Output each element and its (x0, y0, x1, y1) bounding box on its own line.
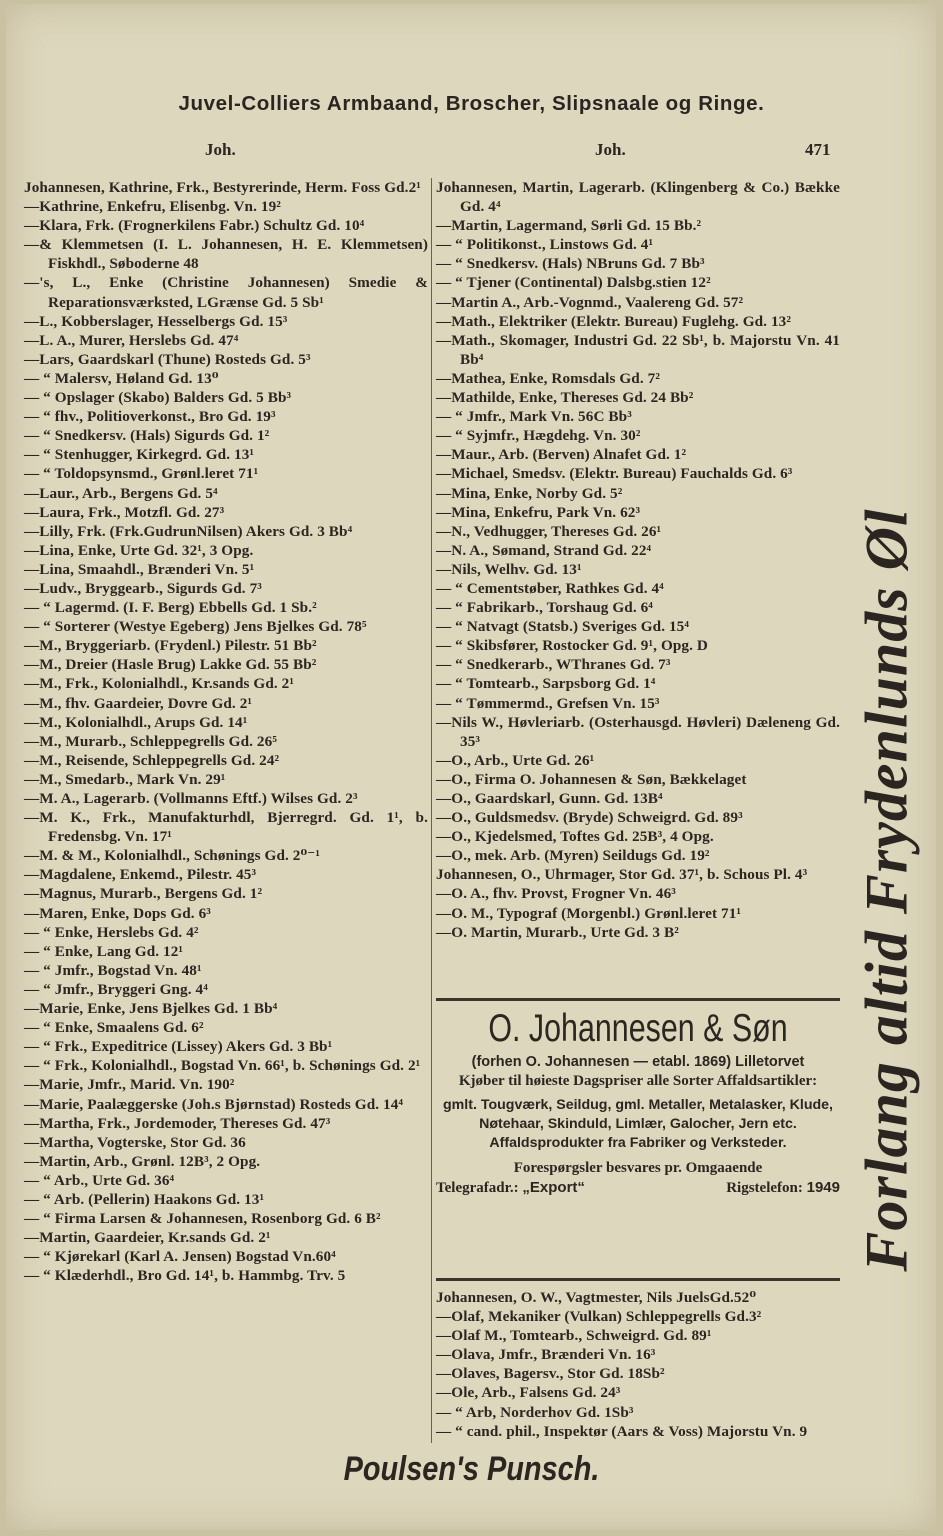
advert-bottom-rule (436, 1278, 840, 1281)
directory-entry: —L., Kobberslager, Hesselbergs Gd. 15³ (24, 312, 288, 330)
directory-entry: —Lina, Smaahdl., Brænderi Vn. 5¹ (24, 560, 255, 578)
directory-entry: — “ Skibsfører, Rostocker Gd. 9¹, Opg. D (436, 637, 708, 655)
right-guide-word: Joh. (595, 140, 626, 159)
directory-entry: —M., Dreier (Hasle Brug) Lakke Gd. 55 Bb² (24, 656, 317, 674)
directory-entry: —M., Bryggeriarb. (Frydenl.) Pilestr. 51 Bb² (24, 637, 317, 655)
directory-entry: —Martin, Lagermand, Sørli Gd. 15 Bb.² (436, 217, 702, 235)
directory-entry: —Mina, Enkefru, Park Vn. 62³ (436, 503, 641, 521)
directory-entry: — “ Jmfr., Bogstad Vn. 48¹ (24, 961, 202, 979)
directory-entry: —O., Arb., Urte Gd. 26¹ (436, 751, 595, 769)
directory-entry: Johannesen, Kathrine, Frk., Bestyrerinde, Herm. Foss Gd.2¹ (24, 179, 421, 196)
directory-entry: — “ Lagermd. (I. F. Berg) Ebbells Gd. 1 Sb.² (24, 599, 317, 617)
directory-entry: —O., Firma O. Johannesen & Søn, Bækkelaget (436, 770, 747, 788)
footer-advert: Poulsen's Punsch. (343, 1450, 600, 1488)
directory-entry: — “ Snedkerarb., WThranes Gd. 7³ (436, 656, 671, 674)
directory-entry: —Nils W., Høvleriarb. (Osterhausgd. Høvleri) Dæleneng Gd. 35³ (436, 713, 840, 750)
directory-entry: —N., Vedhugger, Thereses Gd. 26¹ (436, 522, 662, 540)
directory-entry: — “ Arb., Urte Gd. 36⁴ (24, 1171, 175, 1189)
directory-entry: — “ Snedkersv. (Hals) NBruns Gd. 7 Bb³ (436, 255, 705, 273)
directory-entry: —& Klemmetsen (I. L. Johannesen, H. E. Klemmetsen) Fiskhdl., Søboderne 48 (24, 236, 428, 273)
directory-entry: —Maur., Arb. (Berven) Alnafet Gd. 1² (436, 446, 687, 464)
directory-entry: —M., Reisende, Schleppegrells Gd. 24² (24, 751, 280, 769)
directory-entry: — “ Tjener (Continental) Dalsbg.stien 12² (436, 274, 711, 292)
advert-line: Kjøber til høieste Dagspriser alle Sorter Affaldsartikler: (458, 1073, 818, 1089)
advert-contact (436, 1179, 840, 1197)
directory-entry: — “ Fabrikarb., Torshaug Gd. 6⁴ (436, 599, 653, 617)
left-guide-word: Joh. (205, 140, 236, 159)
directory-entry: — “ Natvagt (Statsb.) Sveriges Gd. 15⁴ (436, 618, 690, 636)
directory-entry: —M. A., Lagerarb. (Vollmanns Eftf.) Wilses Gd. 2³ (24, 790, 358, 807)
directory-entry: —Olaves, Bagersv., Stor Gd. 18Sb² (436, 1365, 665, 1383)
directory-entry: —Nils, Welhv. Gd. 13¹ (436, 560, 582, 578)
directory-entry: —M., fhv. Gaardeier, Dovre Gd. 2¹ (24, 694, 253, 712)
banner-advert: Juvel-Colliers Armbaand, Broscher, Slipsnaale og Ringe. (178, 92, 765, 115)
directory-entry: —Math., Skomager, Industri Gd. 22 Sb¹, b. Majorstu Vn. 41 Bb⁴ (436, 331, 840, 368)
directory-entry: —Olava, Jmfr., Brænderi Vn. 16³ (436, 1346, 656, 1364)
directory-entry: —M. K., Frk., Manufakturhdl, Bjerregrd. Gd. 1¹, b. Fredensbg. Vn. 17¹ (24, 809, 428, 846)
directory-entry: — “ Syjmfr., Hægdehg. Vn. 30² (436, 427, 641, 445)
directory-entry: Johannesen, O., Uhrmager, Stor Gd. 37¹, b. Schous Pl. 4³ (436, 866, 808, 884)
directory-entry: —Martin, Gaardeier, Kr.sands Gd. 2¹ (24, 1229, 271, 1247)
directory-entry: —Ludv., Bryggearb., Sigurds Gd. 7³ (24, 579, 262, 597)
directory-entry: —Olaf, Mekaniker (Vulkan) Schleppegrells Gd.3² (436, 1308, 762, 1326)
advert-items: gmlt. Tougværk, Seildug, gml. Metaller, Metalasker, Klude, Nøtehaar, Skinduld, Limlær, Galocher, Jern etc. Affaldsprodukter fra Fabriker og Verksteder. (443, 1097, 833, 1151)
directory-entry: — “ Enke, Smaalens Gd. 6² (24, 1019, 204, 1037)
directory-entry: —N. A., Sømand, Strand Gd. 22⁴ (436, 541, 652, 559)
directory-entry: — “ Tomtearb., Sarpsborg Gd. 1⁴ (436, 675, 656, 693)
advert-title: O. Johannesen & Søn (488, 1007, 788, 1050)
directory-entry: — “ Opslager (Skabo) Balders Gd. 5 Bb³ (24, 389, 292, 407)
directory-entry: —O., mek. Arb. (Myren) Seildugs Gd. 19² (436, 847, 710, 865)
directory-entry: —Martha, Vogterske, Stor Gd. 36 (24, 1133, 246, 1151)
directory-entry: — “ Snedkersv. (Hals) Sigurds Gd. 1² (24, 427, 270, 445)
advert-top-rule (436, 998, 840, 1001)
directory-entry: —Laura, Frk., Motzfl. Gd. 27³ (24, 503, 225, 521)
advert-inquiry: Forespørgsler besvares pr. Omgaaende (513, 1160, 763, 1176)
directory-entry: —Michael, Smedsv. (Elektr. Bureau) Fauchalds Gd. 6³ (436, 465, 793, 483)
side-advert: Forlang altid Frydenlunds Øl (853, 508, 920, 1272)
directory-entry: — “ Frk., Expeditrice (Lissey) Akers Gd. 3 Bb¹ (24, 1038, 333, 1056)
phone-value: 1949 (806, 1179, 840, 1196)
telegraph-label: Telegrafadr.: (436, 1180, 519, 1196)
directory-entry: — “ Jmfr., Mark Vn. 56C Bb³ (436, 408, 632, 426)
directory-entry: —Mathea, Enke, Romsdals Gd. 7² (436, 369, 660, 387)
phone-label: Rigstelefon: (726, 1180, 803, 1196)
left-column (24, 178, 428, 1285)
directory-entry: —Mina, Enke, Norby Gd. 5² (436, 484, 623, 502)
directory-entry: —L. A., Murer, Herslebs Gd. 47⁴ (24, 331, 239, 349)
directory-entry: — “ Cementstøber, Rathkes Gd. 4⁴ (436, 579, 664, 597)
directory-entry: —Mathilde, Enke, Thereses Gd. 24 Bb² (436, 389, 694, 407)
directory-entry: —M., Smedarb., Mark Vn. 29¹ (24, 770, 226, 788)
directory-entry: —Magnus, Murarb., Bergens Gd. 1² (24, 885, 263, 903)
directory-entry: —M., Murarb., Schleppegrells Gd. 26⁵ (24, 732, 277, 750)
directory-entry: — “ Frk., Kolonialhdl., Bogstad Vn. 66¹, b. Schønings Gd. 2¹ (24, 1057, 421, 1075)
directory-entry: —Martha, Frk., Jordemoder, Thereses Gd. 47³ (24, 1114, 331, 1132)
directory-entry: — “ cand. phil., Inspektør (Aars & Voss) Majorstu Vn. 9 (436, 1422, 808, 1440)
directory-entry: —O. A., fhv. Provst, Frogner Vn. 46³ (436, 885, 676, 903)
directory-entry: —Lilly, Frk. (Frk.GudrunNilsen) Akers Gd. 3 Bb⁴ (24, 522, 353, 540)
directory-entry: —O. M., Typograf (Morgenbl.) Grønl.leret 71¹ (436, 904, 742, 922)
directory-entry: —Marie, Jmfr., Marid. Vn. 190² (24, 1076, 235, 1094)
johannesen-advert (436, 1006, 840, 1197)
directory-entry: —O., Gaardskarl, Gunn. Gd. 13B⁴ (436, 790, 663, 807)
directory-entry: —Olaf M., Tomtearb., Schweigrd. Gd. 89¹ (436, 1327, 712, 1345)
right-column-continued (436, 1288, 840, 1441)
directory-entry: Johannesen, O. W., Vagtmester, Nils JuelsGd.52⁰ (436, 1289, 757, 1306)
directory-entry: —O., Kjedelsmed, Toftes Gd. 25B³, 4 Opg. (436, 828, 714, 846)
directory-entry: — “ Sorterer (Westye Egeberg) Jens Bjelkes Gd. 78⁵ (24, 618, 367, 636)
column-divider (431, 178, 432, 1443)
directory-entry: — “ fhv., Politioverkonst., Bro Gd. 19³ (24, 408, 276, 426)
directory-entry: — “ Enke, Lang Gd. 12¹ (24, 942, 184, 960)
directory-entry: —Klara, Frk. (Frognerkilens Fabr.) Schultz Gd. 10⁴ (24, 217, 365, 235)
directory-entry: —O., Guldsmedsv. (Bryde) Schweigrd. Gd. 89³ (436, 809, 743, 827)
directory-entry: — “ Kjørekarl (Karl A. Jensen) Bogstad Vn.60⁴ (24, 1248, 336, 1266)
directory-entry: — “ Tømmermd., Grefsen Vn. 15³ (436, 694, 660, 712)
directory-entry: —M., Frk., Kolonialhdl., Kr.sands Gd. 2¹ (24, 675, 295, 693)
directory-entry: — “ Toldopsynsmd., Grønl.leret 71¹ (24, 465, 259, 483)
right-column (436, 178, 840, 942)
advert-subtitle: (forhen O. Johannesen — etabl. 1869) Lilletorvet (471, 1054, 805, 1070)
directory-entry: —Martin A., Arb.-Vognmd., Vaalereng Gd. 57² (436, 293, 744, 311)
directory-entry: —Maren, Enke, Dops Gd. 6³ (24, 904, 211, 922)
directory-entry: —'s, L., Enke (Christine Johannesen) Smedie & Reparationsværksted, LGrænse Gd. 5 Sb¹ (24, 274, 428, 311)
telegraph-value: „Export“ (522, 1179, 585, 1196)
directory-entry: —Martin, Arb., Grønl. 12B³, 2 Opg. (24, 1152, 261, 1170)
directory-entry: —Lars, Gaardskarl (Thune) Rosteds Gd. 5³ (24, 350, 311, 368)
directory-entry: — “ Politikonst., Linstows Gd. 4¹ (436, 236, 654, 254)
directory-entry: —Laur., Arb., Bergens Gd. 5⁴ (24, 484, 218, 502)
directory-entry: —Ole, Arb., Falsens Gd. 24³ (436, 1384, 621, 1402)
page-number: 471 (805, 140, 831, 159)
directory-entry: — “ Arb, Norderhov Gd. 1Sb³ (436, 1403, 634, 1421)
directory-entry: —Marie, Paalæggerske (Joh.s Bjørnstad) Rosteds Gd. 14⁴ (24, 1095, 404, 1113)
directory-entry: — “ Jmfr., Bryggeri Gng. 4⁴ (24, 980, 208, 998)
directory-entry: — “ Klæderhdl., Bro Gd. 14¹, b. Hammbg. Trv. 5 (24, 1267, 346, 1285)
directory-entry: —M., Kolonialhdl., Arups Gd. 14¹ (24, 713, 248, 731)
directory-entry: —Magdalene, Enkemd., Pilestr. 45³ (24, 866, 257, 884)
directory-entry: —Lina, Enke, Urte Gd. 32¹, 3 Opg. (24, 541, 254, 559)
directory-entry: —Math., Elektriker (Elektr. Bureau) Fuglehg. Gd. 13² (436, 312, 791, 330)
directory-entry: —Marie, Enke, Jens Bjelkes Gd. 1 Bb⁴ (24, 1000, 278, 1018)
directory-entry: — “ Enke, Herslebs Gd. 4² (24, 923, 199, 941)
directory-entry: —M. & M., Kolonialhdl., Schønings Gd. 2⁰⁻¹ (24, 847, 321, 865)
directory-entry: —Kathrine, Enkefru, Elisenbg. Vn. 19² (24, 198, 281, 216)
directory-entry: — “ Firma Larsen & Johannesen, Rosenborg Gd. 6 B² (24, 1210, 381, 1228)
directory-entry: —O. Martin, Murarb., Urte Gd. 3 B² (436, 923, 679, 941)
directory-entry: Johannesen, Martin, Lagerarb. (Klingenberg & Co.) Bække Gd. 4⁴ (436, 179, 840, 216)
directory-entry: — “ Arb. (Pellerin) Haakons Gd. 13¹ (24, 1190, 265, 1208)
directory-entry: — “ Malersv, Høland Gd. 13⁰ (24, 369, 219, 387)
directory-entry: — “ Stenhugger, Kirkegrd. Gd. 13¹ (24, 446, 255, 464)
